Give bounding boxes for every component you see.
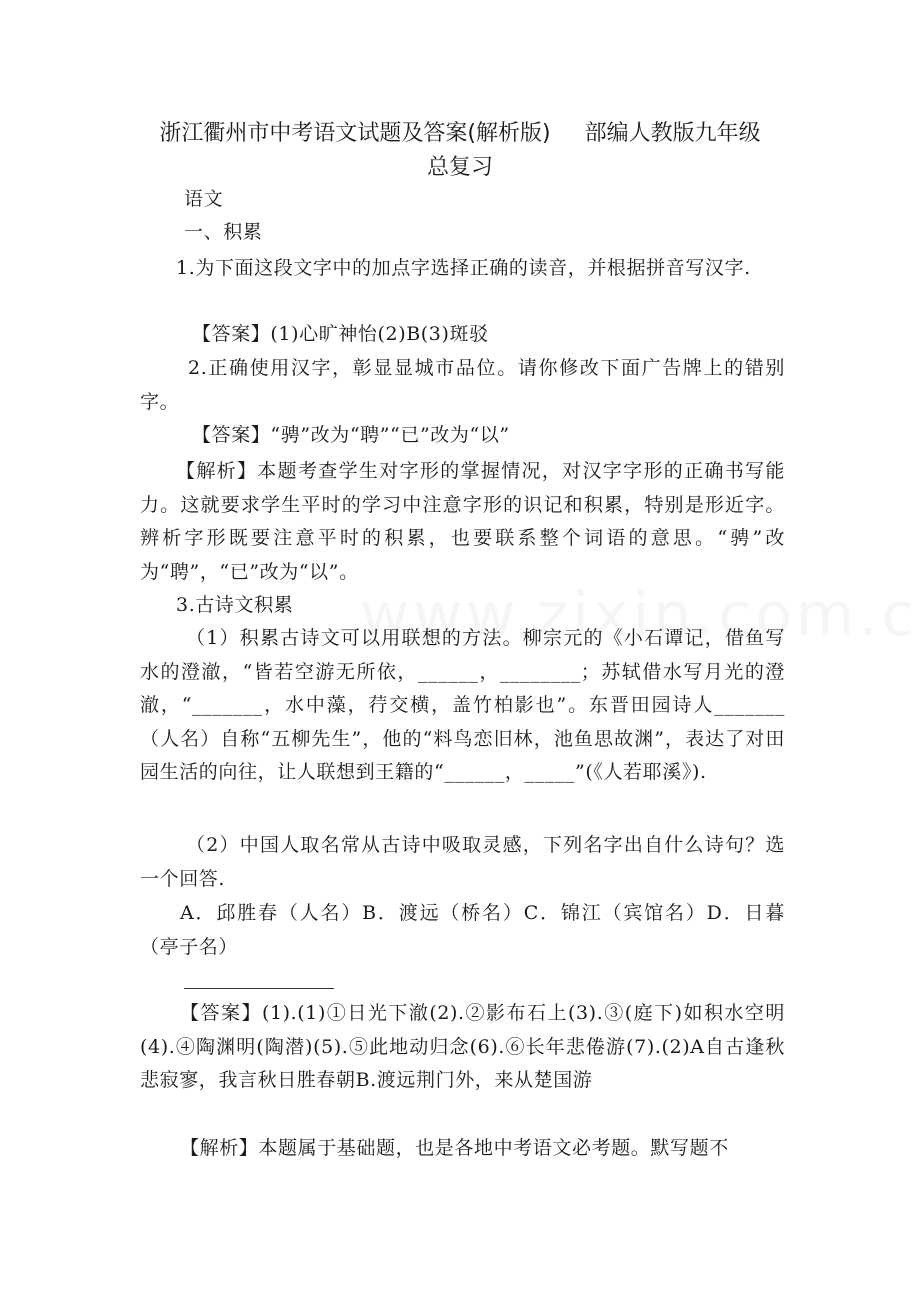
analysis-3: 【解析】本题属于基础题，也是各地中考语文必考题。默写题不: [180, 1137, 729, 1159]
analysis-2: 【解析】本题考查学生对字形的掌握情况，对汉字字形的正确书写能力。这就要求学生平时的学习中注意字形的识记和积累，特别是形近字。辨析字形既要注意平时的积累，也要联系整个词语的意思。“骋”改为“聘”，“已”改为“以”。: [140, 460, 785, 583]
answer-1: 【答案】(1)心旷神怡(2)B(3)斑驳: [192, 323, 489, 345]
question-2: 2.正确使用汉字，彰显显城市品位。请你修改下面广告牌上的错别字。: [140, 357, 785, 413]
title-main: 浙江衢州市中考语文试题及答案(解析版): [159, 121, 551, 146]
title-grade: 部编人教版九年级: [584, 121, 761, 146]
answer-3: 【答案】(1).(1)①日光下澈(2).②影布石上(3).③(庭下)如积水空明(4).④陶渊明(陶潜)(5).⑤此地动归念(6).⑥长年悲倦游(7).(2)A自古逢秋悲寂寥，我言秋日胜春朝B.渡远荆门外，来从楚国游: [140, 1002, 785, 1092]
footnote-divider: [184, 988, 334, 989]
answer-2: 【答案】“骋”改为“聘”“已”改为“以”: [192, 424, 510, 446]
document-title: [140, 116, 780, 152]
document-title-line2: 总复习: [426, 155, 493, 180]
question-3-options: A．邱胜春（人名）B．渡远（桥名）C．锦江（宾馆名）D．日暮（亭子名）: [140, 902, 785, 958]
question-3-heading: 3.古诗文积累: [176, 594, 294, 616]
question-1: 1.为下面这段文字中的加点字选择正确的读音，并根据拼音写汉字.: [176, 257, 751, 279]
subject-heading: 语文: [184, 188, 224, 210]
section-heading: 一、积累: [184, 221, 263, 243]
question-3-part-1: （1）积累古诗文可以用联想的方法。柳宗元的《小石谭记，借鱼写水的澄澈，“皆若空游无所依，______，________；苏轼借水写月光的澄澈，“_______，水中藻，荇交横，盖竹柏影也”。东晋田园诗人_______（人名）自称“五柳先生”，他的“料鸟恋旧林，池鱼思故渊”，表达了对田园生活的向往，让人联想到王籍的“______，_____”(《人若耶溪》).: [140, 627, 785, 784]
question-3-part-2: （2）中国人取名常从古诗中吸取灵感，下列名字出自什么诗句？选一个回答.: [140, 834, 785, 890]
